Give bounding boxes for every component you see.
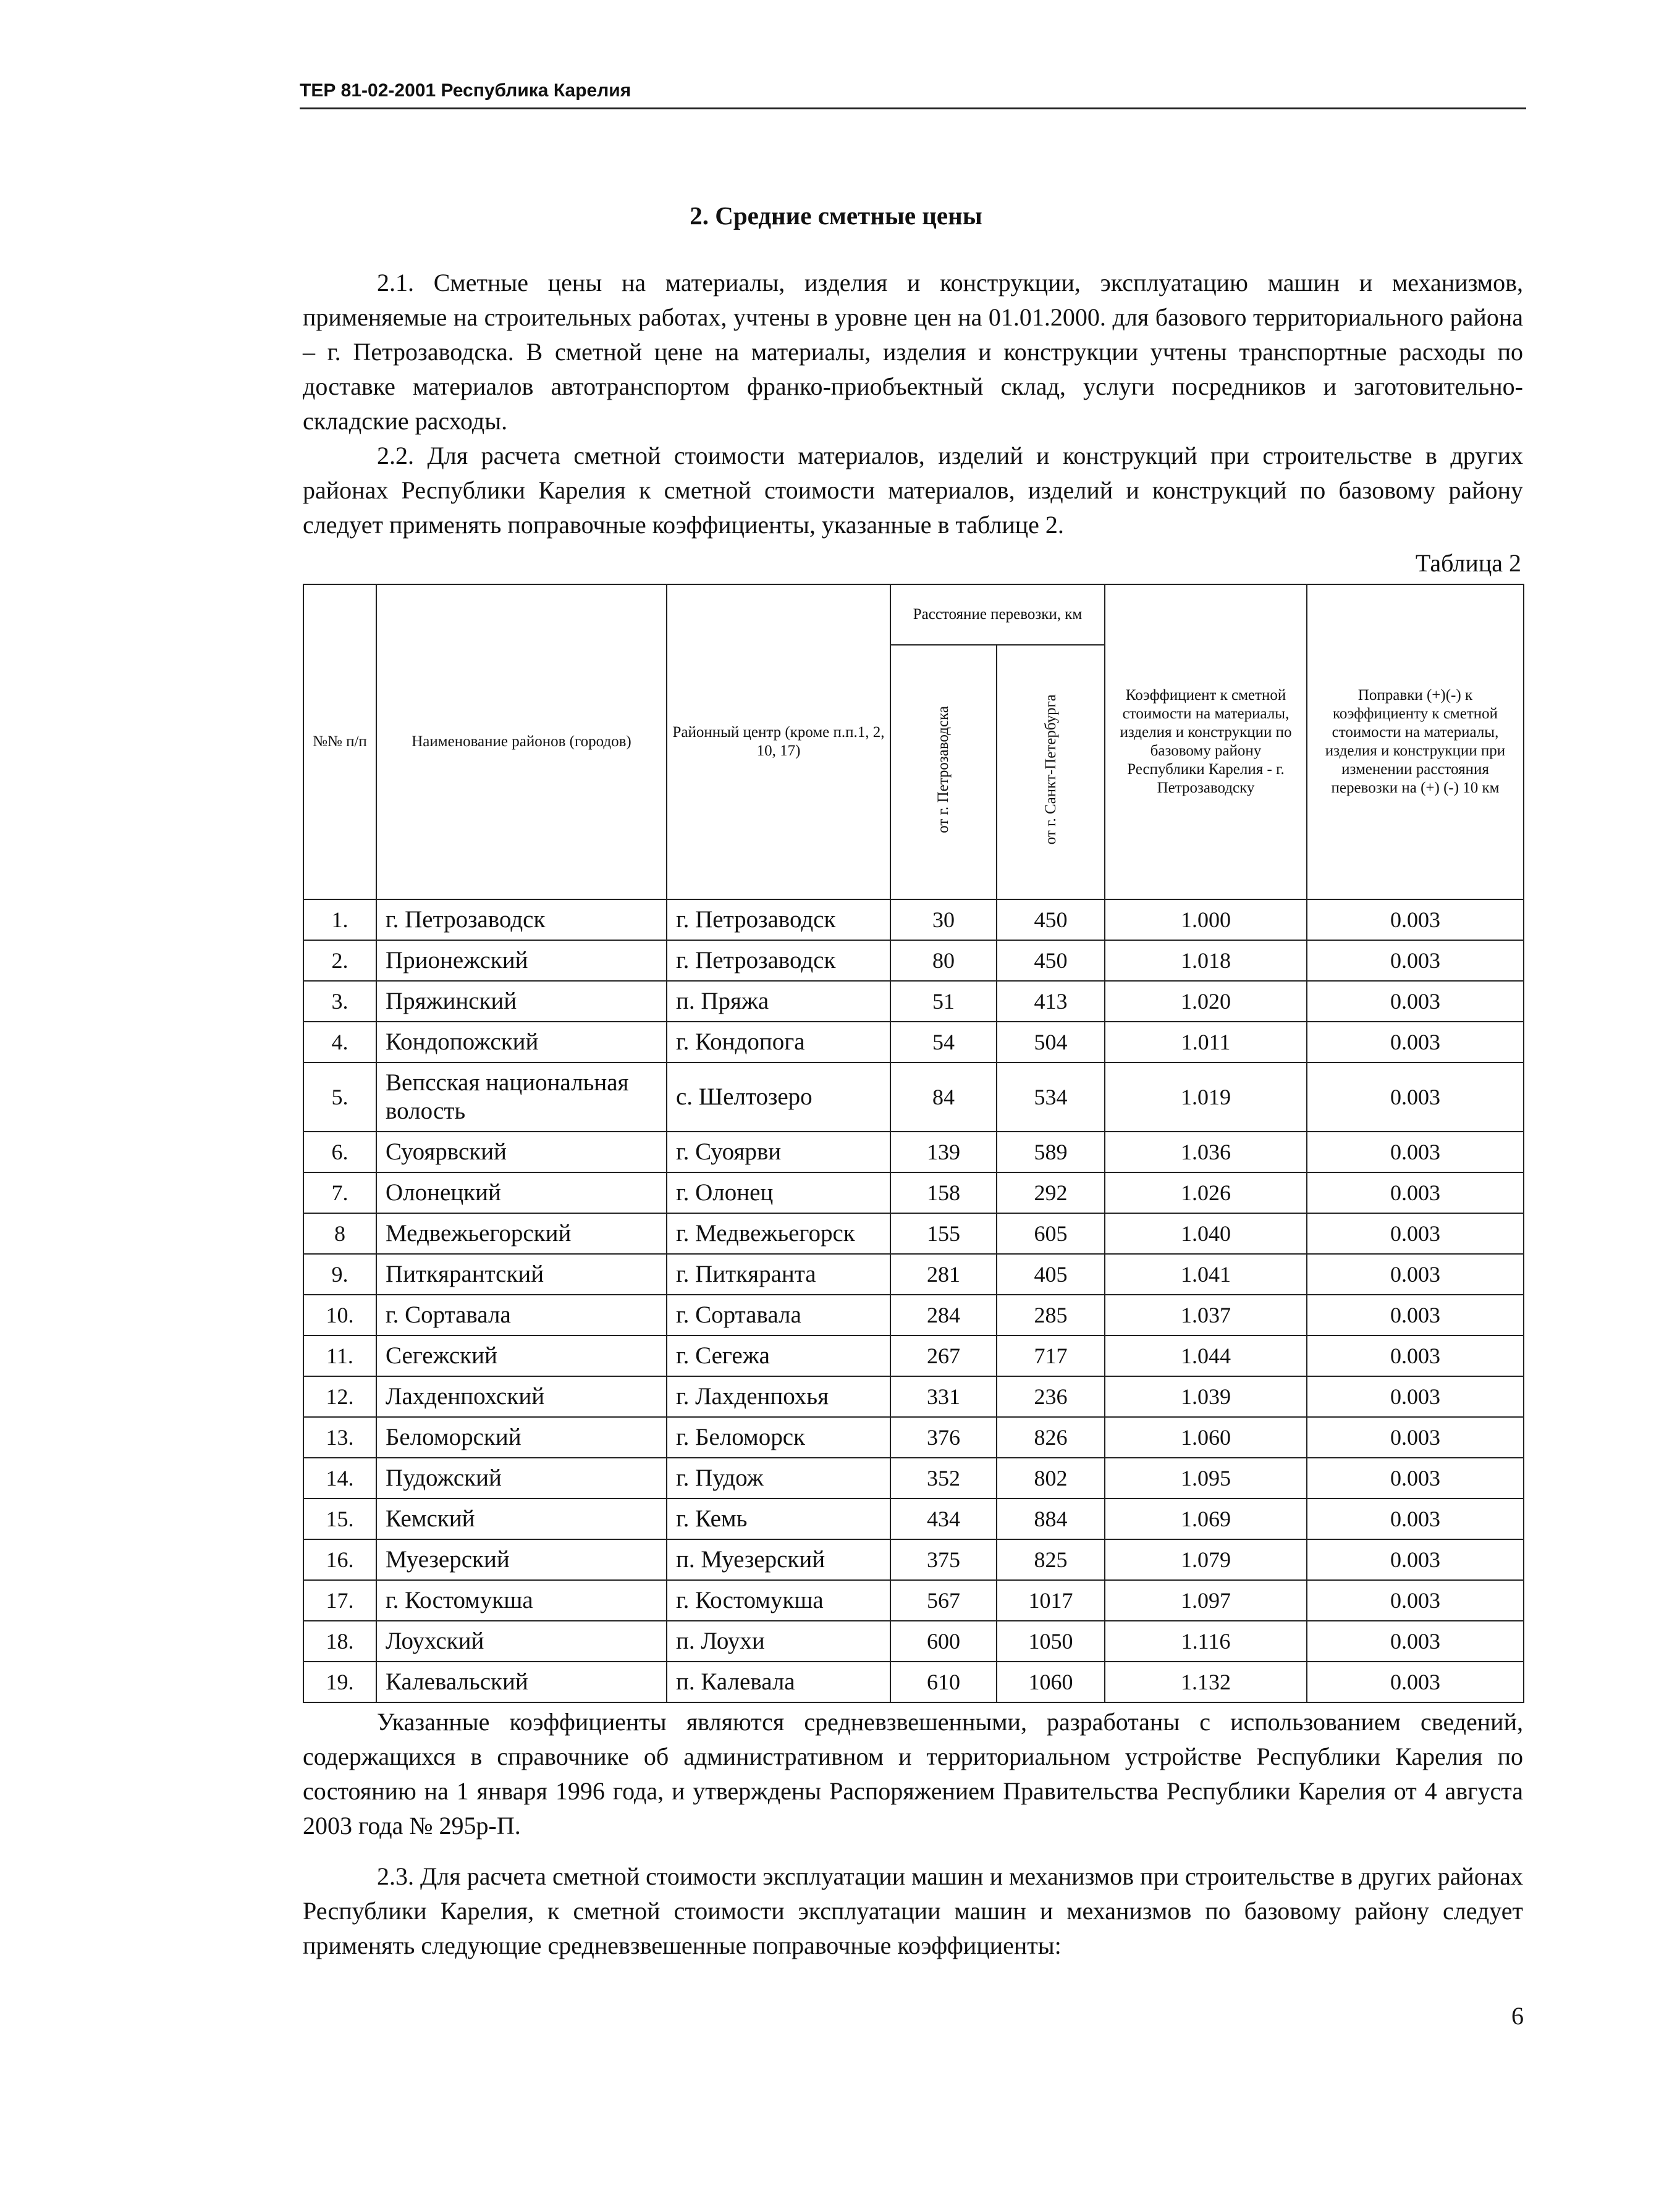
cell-coefficient: 1.018 [1105,940,1307,981]
cell-district: Лоухский [376,1621,667,1662]
table-row [303,1662,1524,1702]
cell-district: Медвежьегорский [376,1213,667,1254]
cell-distance-spb: 605 [997,1213,1105,1254]
header-center: Районный центр (кроме п.п.1, 2, 10, 17) [667,584,890,899]
table-row [303,1172,1524,1213]
table-row [303,1062,1524,1132]
cell-distance-spb: 884 [997,1499,1105,1539]
cell-distance-petrozavodsk: 375 [890,1539,997,1580]
cell-distance-petrozavodsk: 567 [890,1580,997,1621]
cell-distance-spb: 802 [997,1458,1105,1499]
cell-center: г. Беломорск [667,1417,890,1458]
cell-correction: 0.003 [1307,940,1524,981]
table-row [303,899,1524,940]
cell-coefficient: 1.097 [1105,1580,1307,1621]
cell-coefficient: 1.069 [1105,1499,1307,1539]
cell-correction: 0.003 [1307,1295,1524,1335]
table-row [303,1295,1524,1335]
header-from-petrozavodsk: от г. Петрозаводска [890,645,997,899]
cell-district: Калевальский [376,1662,667,1702]
cell-number: 2. [303,940,376,981]
header-from-spb: от г. Санкт-Петербурга [997,645,1105,899]
cell-number: 8 [303,1213,376,1254]
coefficients-table [303,584,1524,1703]
cell-district: Пряжинский [376,981,667,1022]
cell-center: г. Суоярви [667,1132,890,1172]
cell-distance-petrozavodsk: 281 [890,1254,997,1295]
cell-distance-petrozavodsk: 155 [890,1213,997,1254]
cell-number: 15. [303,1499,376,1539]
cell-coefficient: 1.026 [1105,1172,1307,1213]
cell-distance-spb: 825 [997,1539,1105,1580]
cell-correction: 0.003 [1307,1417,1524,1458]
cell-number: 19. [303,1662,376,1702]
cell-coefficient: 1.095 [1105,1458,1307,1499]
cell-distance-spb: 292 [997,1172,1105,1213]
cell-coefficient: 1.044 [1105,1335,1307,1376]
cell-distance-spb: 450 [997,940,1105,981]
running-header: ТЕР 81-02-2001 Республика Карелия [300,80,1526,109]
cell-number: 16. [303,1539,376,1580]
cell-center: г. Петрозаводск [667,899,890,940]
table-row [303,1417,1524,1458]
table-row [303,1539,1524,1580]
cell-coefficient: 1.040 [1105,1213,1307,1254]
table-row [303,1621,1524,1662]
cell-distance-petrozavodsk: 284 [890,1295,997,1335]
cell-number: 9. [303,1254,376,1295]
cell-distance-petrozavodsk: 376 [890,1417,997,1458]
cell-center: г. Костомукша [667,1580,890,1621]
cell-center: п. Лоухи [667,1621,890,1662]
cell-correction: 0.003 [1307,1539,1524,1580]
cell-distance-petrozavodsk: 51 [890,981,997,1022]
cell-distance-petrozavodsk: 80 [890,940,997,981]
cell-center: г. Олонец [667,1172,890,1213]
cell-coefficient: 1.037 [1105,1295,1307,1335]
paragraph-2-2: 2.2. Для расчета сметной стоимости материалов, изделий и конструкций при строительстве в других районах Республики Карелия к сметной стоимости материалов, изделий и конструкций по базовому району следует применять поправочные коэффициенты, указанные в таблице 2. [303,442,1523,539]
cell-distance-spb: 1050 [997,1621,1105,1662]
cell-correction: 0.003 [1307,1499,1524,1539]
cell-distance-spb: 236 [997,1376,1105,1417]
cell-distance-spb: 1017 [997,1580,1105,1621]
cell-number: 4. [303,1022,376,1062]
cell-correction: 0.003 [1307,1132,1524,1172]
header-distance: Расстояние перевозки, км [890,584,1105,645]
table-row [303,940,1524,981]
cell-district: г. Костомукша [376,1580,667,1621]
cell-distance-spb: 589 [997,1132,1105,1172]
cell-correction: 0.003 [1307,1172,1524,1213]
cell-correction: 0.003 [1307,1213,1524,1254]
cell-distance-spb: 717 [997,1335,1105,1376]
cell-correction: 0.003 [1307,1621,1524,1662]
cell-district: Лахденпохский [376,1376,667,1417]
cell-district: Олонецкий [376,1172,667,1213]
cell-coefficient: 1.116 [1105,1621,1307,1662]
cell-coefficient: 1.041 [1105,1254,1307,1295]
cell-center: г. Сортавала [667,1295,890,1335]
table-row [303,981,1524,1022]
cell-center: г. Сегежа [667,1335,890,1376]
cell-district: Питкярантский [376,1254,667,1295]
table-row [303,1580,1524,1621]
cell-number: 5. [303,1062,376,1132]
cell-district: Вепсская национальная волость [376,1062,667,1132]
cell-distance-petrozavodsk: 352 [890,1458,997,1499]
cell-center: г. Питкяранта [667,1254,890,1295]
cell-district: Прионежский [376,940,667,981]
cell-correction: 0.003 [1307,1062,1524,1132]
header-coefficient: Коэффициент к сметной стоимости на материалы, изделия и конструкции по базовому району Республики Карелия - г. Петрозаводску [1105,584,1307,899]
cell-coefficient: 1.132 [1105,1662,1307,1702]
cell-coefficient: 1.060 [1105,1417,1307,1458]
table-row [303,1499,1524,1539]
cell-center: с. Шелтозеро [667,1062,890,1132]
cell-correction: 0.003 [1307,1458,1524,1499]
cell-coefficient: 1.011 [1105,1022,1307,1062]
table-body [303,899,1524,1702]
cell-distance-spb: 413 [997,981,1105,1022]
cell-coefficient: 1.000 [1105,899,1307,940]
cell-district: Беломорский [376,1417,667,1458]
cell-number: 7. [303,1172,376,1213]
cell-distance-petrozavodsk: 610 [890,1662,997,1702]
cell-center: г. Кемь [667,1499,890,1539]
table-row [303,1458,1524,1499]
page-number: 6 [1511,2002,1524,2030]
table-row [303,1132,1524,1172]
cell-center: г. Кондопога [667,1022,890,1062]
cell-distance-petrozavodsk: 139 [890,1132,997,1172]
cell-distance-spb: 826 [997,1417,1105,1458]
cell-center: г. Лахденпохья [667,1376,890,1417]
cell-distance-spb: 405 [997,1254,1105,1295]
cell-district: Муезерский [376,1539,667,1580]
cell-center: п. Муезерский [667,1539,890,1580]
paragraph-2-1: 2.1. Сметные цены на материалы, изделия и конструкции, эксплуатацию машин и механизмов, применяемые на строительных работах, учтены в уровне цен на 01.01.2000. для базового территориального района – г. Петрозаводска. В сметной цене на материалы, изделия и конструкции учтены транспортные расходы по доставке материалов автотранспортом франко-приобъектный склад, услуги посредников и заготовительно-складские расходы. [303,269,1523,435]
cell-district: Суоярвский [376,1132,667,1172]
cell-number: 12. [303,1376,376,1417]
cell-distance-petrozavodsk: 331 [890,1376,997,1417]
cell-center: г. Петрозаводск [667,940,890,981]
cell-number: 1. [303,899,376,940]
cell-distance-petrozavodsk: 84 [890,1062,997,1132]
cell-number: 13. [303,1417,376,1458]
table-row [303,1213,1524,1254]
cell-coefficient: 1.039 [1105,1376,1307,1417]
table-row [303,1022,1524,1062]
section-title: 2. Средние сметные цены [690,201,982,230]
cell-correction: 0.003 [1307,1254,1524,1295]
cell-district: Кондопожский [376,1022,667,1062]
cell-number: 14. [303,1458,376,1499]
paragraph-2-3: 2.3. Для расчета сметной стоимости эксплуатации машин и механизмов при строительстве в других районах Республики Карелия, к сметной стоимости эксплуатации машин и механизмов по базовому району следует применять следующие средневзвешенные поправочные коэффициенты: [303,1862,1523,1959]
cell-number: 10. [303,1295,376,1335]
cell-district: Пудожский [376,1458,667,1499]
cell-distance-petrozavodsk: 267 [890,1335,997,1376]
cell-district: Кемский [376,1499,667,1539]
cell-distance-spb: 1060 [997,1662,1105,1702]
cell-correction: 0.003 [1307,1335,1524,1376]
cell-number: 11. [303,1335,376,1376]
cell-correction: 0.003 [1307,1022,1524,1062]
cell-coefficient: 1.020 [1105,981,1307,1022]
cell-center: г. Пудож [667,1458,890,1499]
cell-distance-petrozavodsk: 600 [890,1621,997,1662]
cell-district: г. Петрозаводск [376,899,667,940]
cell-distance-spb: 285 [997,1295,1105,1335]
header-correction: Поправки (+)(-) к коэффициенту к сметной стоимости на материалы, изделия и конструкции при изменении расстояния перевозки на (+) (-) 10 км [1307,584,1524,899]
cell-center: г. Медвежьегорск [667,1213,890,1254]
cell-coefficient: 1.036 [1105,1132,1307,1172]
cell-distance-spb: 504 [997,1022,1105,1062]
paragraph-note: Указанные коэффициенты являются средневзвешенными, разработаны с использованием сведений, содержащихся в справочнике об административном и территориальном устройстве Республики Карелия по состоянию на 1 января 1996 года, и утверждены Распоряжением Правительства Республики Карелия от 4 августа 2003 года № 295р-П. [303,1708,1523,1840]
cell-correction: 0.003 [1307,1376,1524,1417]
cell-number: 6. [303,1132,376,1172]
header-district: Наименование районов (городов) [376,584,667,899]
cell-distance-petrozavodsk: 30 [890,899,997,940]
table-row [303,1376,1524,1417]
header-num: №№ п/п [303,584,376,899]
cell-number: 3. [303,981,376,1022]
cell-distance-spb: 450 [997,899,1105,940]
cell-number: 18. [303,1621,376,1662]
table-row [303,1254,1524,1295]
table-caption: Таблица 2 [1415,549,1521,577]
cell-correction: 0.003 [1307,1580,1524,1621]
cell-distance-petrozavodsk: 158 [890,1172,997,1213]
cell-number: 17. [303,1580,376,1621]
cell-correction: 0.003 [1307,981,1524,1022]
cell-coefficient: 1.079 [1105,1539,1307,1580]
cell-distance-spb: 534 [997,1062,1105,1132]
cell-center: п. Калевала [667,1662,890,1702]
cell-coefficient: 1.019 [1105,1062,1307,1132]
cell-district: Сегежский [376,1335,667,1376]
cell-correction: 0.003 [1307,899,1524,940]
cell-correction: 0.003 [1307,1662,1524,1702]
cell-district: г. Сортавала [376,1295,667,1335]
cell-distance-petrozavodsk: 54 [890,1022,997,1062]
table-row [303,1335,1524,1376]
cell-center: п. Пряжа [667,981,890,1022]
cell-distance-petrozavodsk: 434 [890,1499,997,1539]
